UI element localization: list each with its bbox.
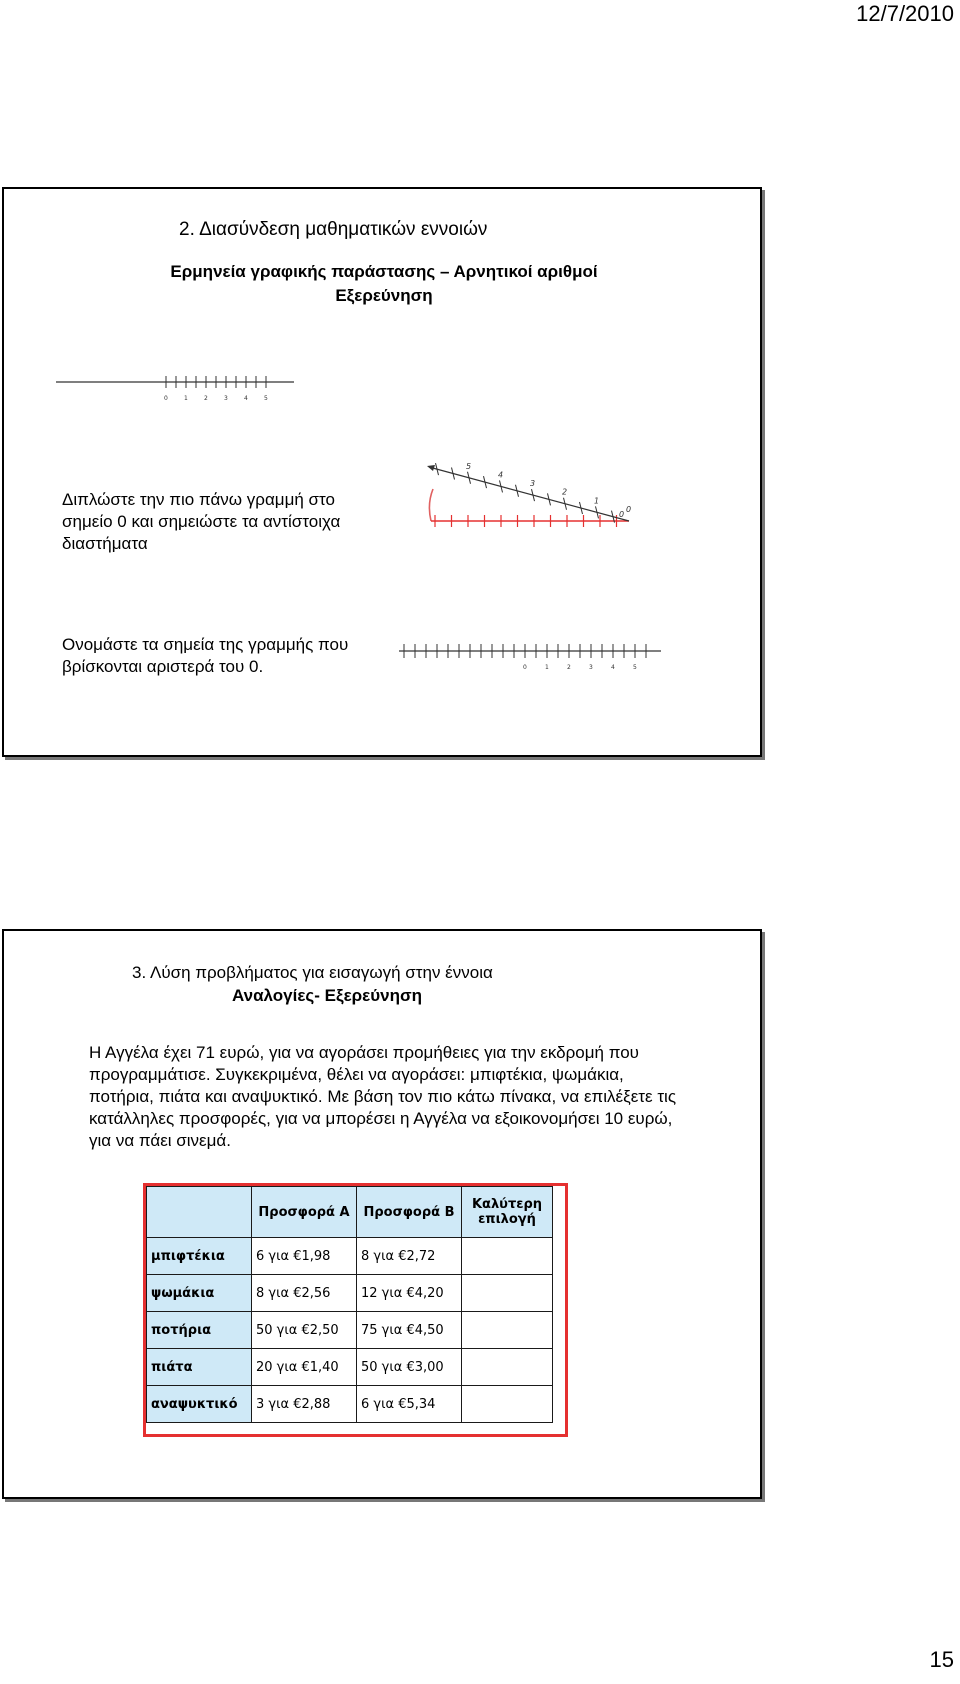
slide-subheading: Εξερεύνηση — [335, 286, 433, 305]
offer-a-cell: 8 για €2,56 — [252, 1275, 357, 1312]
offer-a-cell: 3 για €2,88 — [252, 1386, 357, 1423]
slide-1 — [2, 187, 762, 757]
offer-b-cell: 12 για €4,20 — [357, 1275, 462, 1312]
problem-text: Η Αγγέλα έχει 71 ευρώ, για να αγοράσει προμήθειες για την εκδρομή που προγραμμάτισε. Συγκεκριμένα, θέλει να αγοράσει: μπιφτέκια, ψωμάκια, ποτήρια, πιάτα και αναψυκτικό. Με βάση τον πιο κάτω πίνακα, να επιλέξετε τις κατάλληλες προσφορές, για να μπορέσει η Αγγέλα να εξοικονομήσει 10 ευρώ, για να πάει σινεμά. — [89, 1043, 677, 1150]
row-item: ποτήρια — [147, 1312, 252, 1349]
offer-b-cell: 75 για €4,50 — [357, 1312, 462, 1349]
tick-label: 0 — [619, 510, 625, 519]
table-row — [147, 1275, 553, 1312]
table-row — [147, 1386, 553, 1423]
tick-label: 0 — [626, 505, 632, 514]
offer-a-cell: 6 για €1,98 — [252, 1238, 357, 1275]
instruction-name-points: Ονομάστε τα σημεία της γραμμής που βρίσκονται αριστερά του 0. — [62, 635, 349, 676]
tick-label: 5 — [633, 664, 637, 671]
slide-2 — [2, 929, 762, 1499]
offers-table-frame — [143, 1183, 568, 1437]
tick-label: 2 — [567, 664, 571, 671]
instruction-fold: Διπλώστε την πιο πάνω γραμμή στο σημείο 0 και σημειώστε τα αντίστοιχα διαστήματα — [62, 490, 341, 553]
folded-number-line-svg — [419, 459, 639, 529]
offer-b-cell: 6 για €5,34 — [357, 1386, 462, 1423]
table-header-offer-b: Προσφορά Β — [357, 1187, 462, 1238]
tick-label: 4 — [611, 664, 615, 671]
row-item: πιάτα — [147, 1349, 252, 1386]
number-line-bottom-svg — [399, 641, 664, 671]
table-row — [147, 1349, 553, 1386]
tick-label: 1 — [545, 664, 549, 671]
table-header-offer-a: Προσφορά Α — [252, 1187, 357, 1238]
slide-heading: Ερμηνεία γραφικής παράστασης – Αρνητικοί αριθμοί — [170, 262, 598, 281]
tick-label: 4 — [244, 395, 248, 402]
header-date: 12/7/2010 — [856, 1, 954, 26]
tick-label: 3 — [589, 664, 593, 671]
best-choice-cell[interactable] — [462, 1349, 553, 1386]
table-header-empty — [147, 1187, 252, 1238]
tick-label: 3 — [530, 479, 536, 489]
table-header-best: Καλύτερη επιλογή — [462, 1187, 553, 1238]
row-item: ψωμάκια — [147, 1275, 252, 1312]
best-choice-cell[interactable] — [462, 1312, 553, 1349]
number-line-top — [56, 374, 296, 404]
tick-label: 1 — [594, 496, 600, 506]
section-title: 2. Διασύνδεση μαθηματικών εννοιών — [179, 219, 488, 240]
section-title: 3. Λύση προβλήματος για εισαγωγή στην έννοια — [132, 963, 493, 982]
tick-label: 1 — [184, 395, 188, 402]
best-choice-cell[interactable] — [462, 1275, 553, 1312]
tick-label: 2 — [204, 395, 208, 402]
offer-b-cell: 50 για €3,00 — [357, 1349, 462, 1386]
slide-subheading: Αναλογίες- Εξερεύνηση — [232, 986, 422, 1005]
tick-label: 4 — [498, 470, 504, 480]
row-item: μπιφτέκια — [147, 1238, 252, 1275]
offer-a-cell: 50 για €2,50 — [252, 1312, 357, 1349]
tick-label: 5 — [264, 395, 268, 402]
row-item: αναψυκτικό — [147, 1386, 252, 1423]
offer-b-cell: 8 για €2,72 — [357, 1238, 462, 1275]
tick-label: 3 — [224, 395, 228, 402]
folded-number-line — [419, 459, 639, 529]
offer-a-cell: 20 για €1,40 — [252, 1349, 357, 1386]
table-row — [147, 1238, 553, 1275]
best-choice-cell[interactable] — [462, 1238, 553, 1275]
tick-label: 0 — [523, 664, 527, 671]
offers-table — [146, 1186, 553, 1423]
page-number: 15 — [929, 1647, 954, 1672]
table-header-row — [147, 1187, 553, 1238]
tick-label: 2 — [562, 487, 568, 497]
number-line-bottom — [399, 641, 664, 671]
table-row — [147, 1312, 553, 1349]
number-line-top-svg — [56, 374, 296, 404]
tick-label: 5 — [466, 461, 472, 471]
best-choice-cell[interactable] — [462, 1386, 553, 1423]
tick-label: 0 — [164, 395, 168, 402]
